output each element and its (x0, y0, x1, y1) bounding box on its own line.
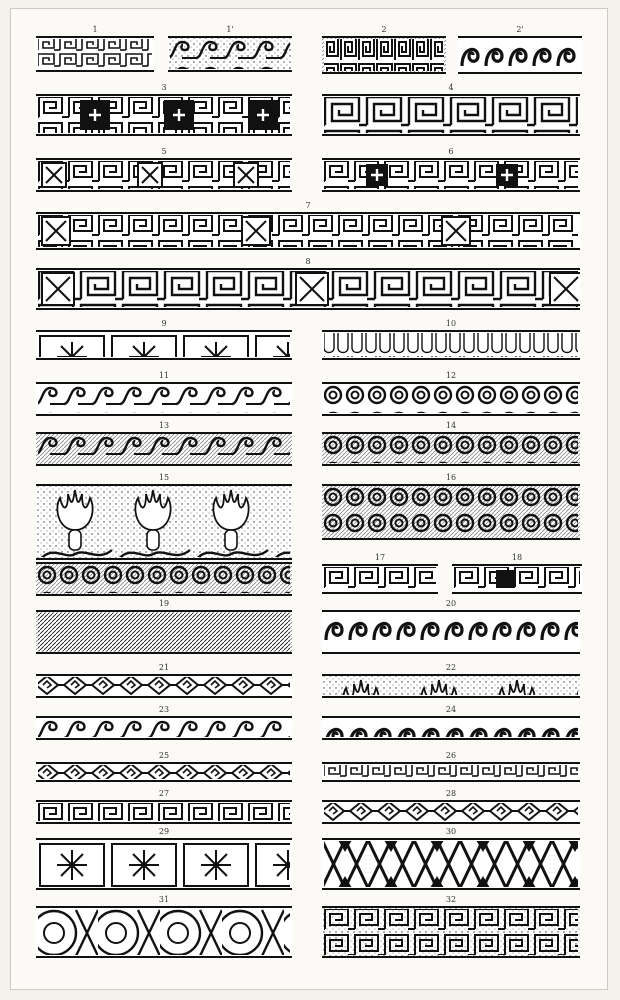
figure-label: 15 (158, 473, 170, 482)
figure-label: 3 (161, 83, 167, 92)
ornament-band-4 (322, 94, 580, 136)
figure-label: 9 (161, 319, 167, 328)
ornament-band-31 (36, 906, 292, 958)
figure-label: 28 (445, 789, 457, 798)
figure-label: 21 (158, 663, 170, 672)
figure-label: 14 (445, 421, 457, 430)
figure-label: 18 (511, 553, 523, 562)
figure-label: 20 (445, 599, 457, 608)
ornament-band-15-lower (36, 562, 292, 596)
ornament-band-17 (322, 564, 438, 594)
ornament-band-12 (322, 382, 580, 416)
ornament-band-1 (36, 36, 154, 72)
ornament-band-2 (322, 36, 446, 74)
figure-label: 12 (445, 371, 457, 380)
figure-label: 1' (226, 25, 234, 34)
figure-label: 26 (445, 751, 457, 760)
ornament-band-7 (36, 212, 580, 250)
figure-label: 17 (374, 553, 386, 562)
ornament-band-3 (36, 94, 292, 136)
ornament-band-24 (322, 716, 580, 740)
ornament-band-15 (36, 484, 292, 560)
ornament-band-2-prime (458, 36, 582, 74)
figure-label: 31 (158, 895, 170, 904)
ornament-band-23 (36, 716, 292, 740)
figure-label: 30 (445, 827, 457, 836)
ornament-band-20 (322, 610, 580, 654)
figure-label: 22 (445, 663, 457, 672)
figure-label: 6 (448, 147, 454, 156)
ornament-band-30 (322, 838, 580, 890)
figure-label: 16 (445, 473, 457, 482)
figure-label: 19 (158, 599, 170, 608)
figure-label: 8 (305, 257, 311, 266)
ornament-band-11 (36, 382, 292, 416)
ornament-band-1-prime (168, 36, 292, 72)
figure-label: 29 (158, 827, 170, 836)
ornament-band-18 (452, 564, 582, 594)
ornament-band-27 (36, 800, 292, 824)
ornament-band-19 (36, 610, 292, 654)
ornament-band-10 (322, 330, 580, 360)
ornament-band-13 (36, 432, 292, 466)
figure-label: 23 (158, 705, 170, 714)
figure-label: 24 (445, 705, 457, 714)
figure-label: 1 (92, 25, 98, 34)
ornament-band-22 (322, 674, 580, 698)
ornament-band-8 (36, 268, 580, 310)
ornament-band-32 (322, 906, 580, 958)
ornament-band-28 (322, 800, 580, 824)
ornament-band-16 (322, 484, 580, 540)
figure-label: 2' (516, 25, 524, 34)
figure-label: 5 (161, 147, 167, 156)
ornament-band-21 (36, 674, 292, 698)
figure-label: 7 (305, 201, 311, 210)
figure-label: 10 (445, 319, 457, 328)
ornament-band-26 (322, 762, 580, 782)
figure-label: 32 (445, 895, 457, 904)
ornament-band-25 (36, 762, 292, 782)
ornament-band-29 (36, 838, 292, 890)
figure-label: 11 (158, 371, 170, 380)
figure-label: 13 (158, 421, 170, 430)
ornament-band-14 (322, 432, 580, 466)
figure-label: 25 (158, 751, 170, 760)
figure-label: 4 (448, 83, 454, 92)
ornament-band-5 (36, 158, 292, 192)
figure-label: 27 (158, 789, 170, 798)
figure-label: 2 (381, 25, 387, 34)
ornament-band-9 (36, 330, 292, 360)
ornament-band-6 (322, 158, 580, 192)
